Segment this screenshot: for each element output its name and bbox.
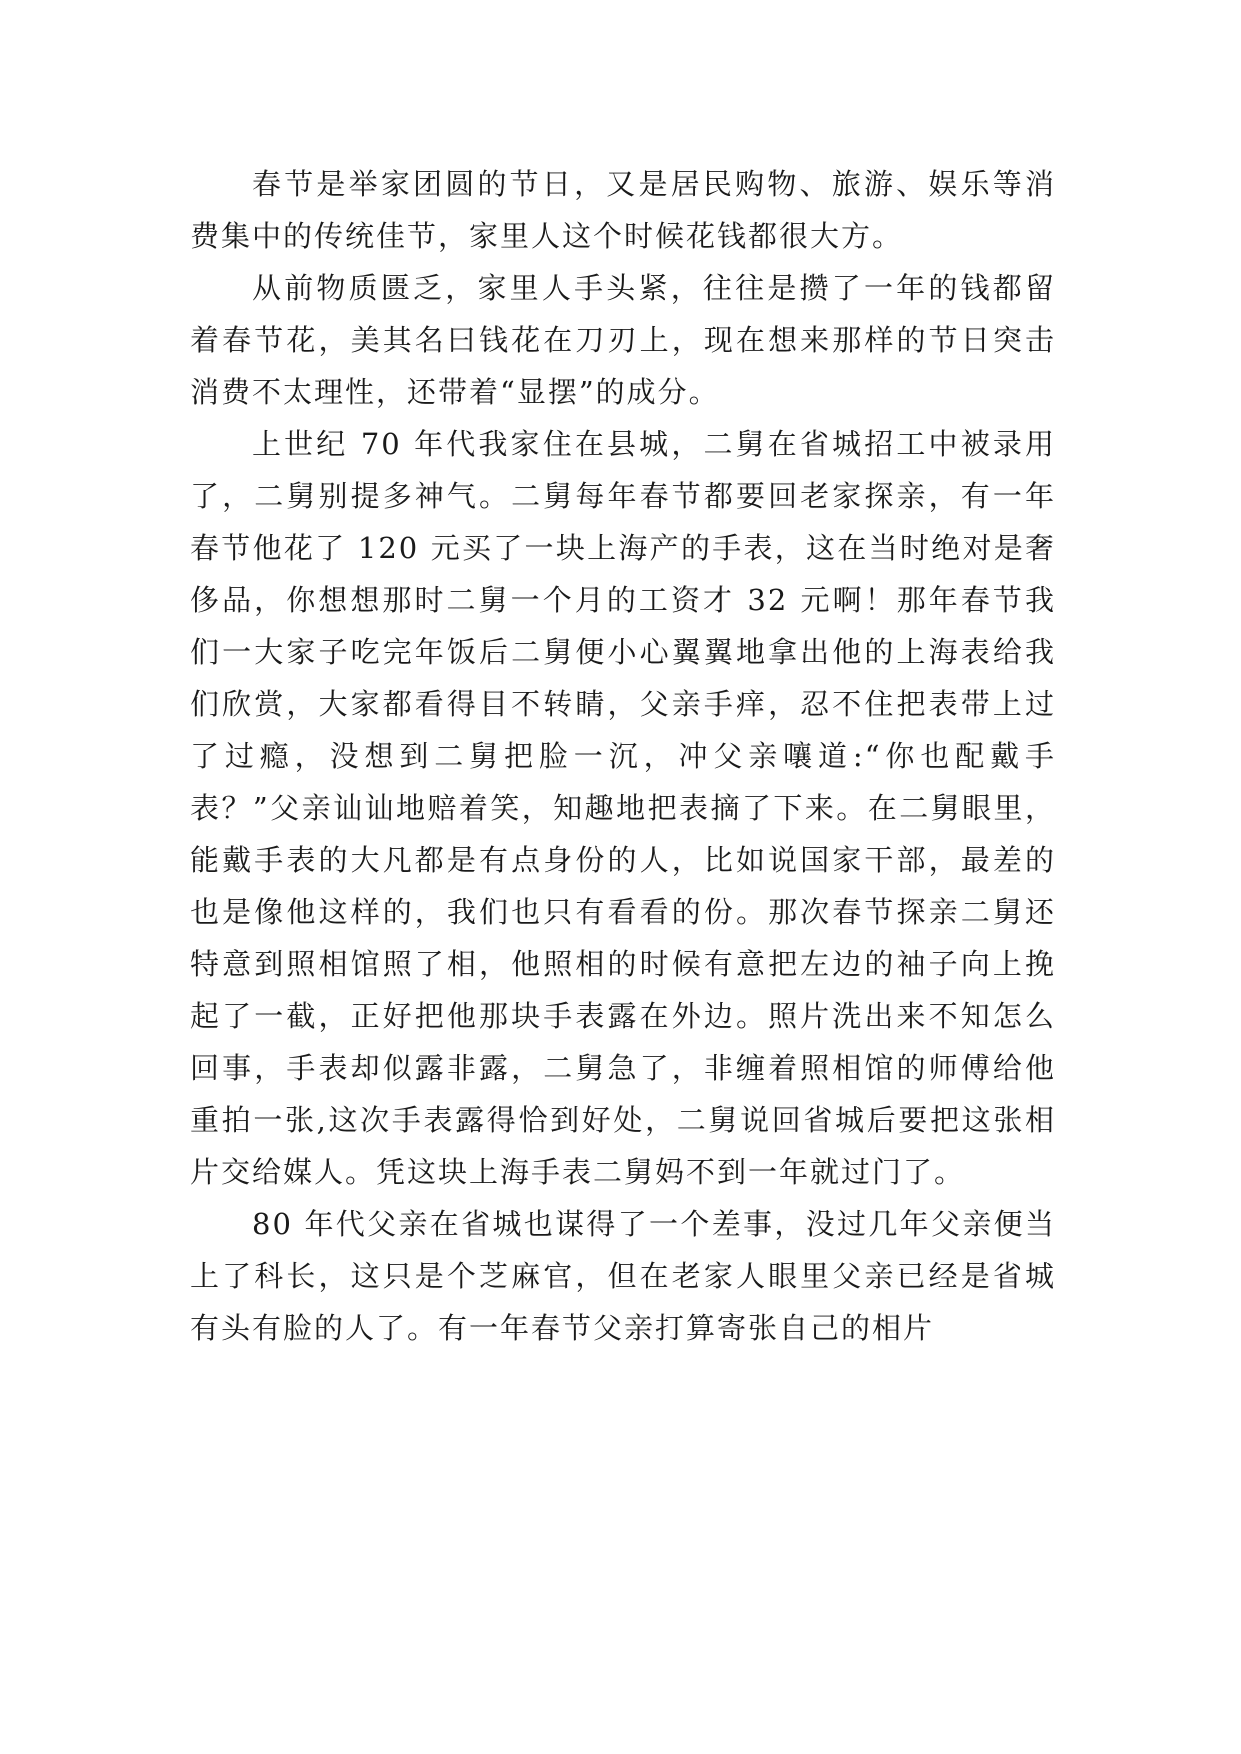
paragraph-1: 春节是举家团圆的节日，又是居民购物、旅游、娱乐等消费集中的传统佳节，家里人这个时候花钱都很大方。 bbox=[190, 167, 1056, 253]
paragraph-4: 80 年代父亲在省城也谋得了一个差事，没过几年父亲便当上了科长，这只是个芝麻官，但在老家人眼里父亲已经是省城有头有脸的人了。有一年春节父亲打算寄张自己的相片 bbox=[190, 1207, 1056, 1345]
paragraph-3: 上世纪 70 年代我家住在县城，二舅在省城招工中被录用了，二舅别提多神气。二舅每年春节都要回老家探亲，有一年春节他花了 120 元买了一块上海产的手表，这在当时绝对是奢侈品，你想想那时二舅一个月的工资才 32 元啊！那年春节我们一大家子吃完年饭后二舅便小心翼翼地拿出他的上海表给我们欣赏，大家都看得目不转睛，父亲手痒，忍不住把表带上过了过瘾，没想到二舅把脸一沉，冲父亲嚷道:“你也配戴手表？”父亲讪讪地赔着笑，知趣地把表摘了下来。在二舅眼里，能戴手表的大凡都是有点身份的人，比如说国家干部，最差的也是像他这样的，我们也只有看看的份。那次春节探亲二舅还特意到照相馆照了相，他照相的时候有意把左边的袖子向上挽起了一截，正好把他那块手表露在外边。照片洗出来不知怎么回事，手表却似露非露，二舅急了，非缠着照相馆的师傅给他重拍一张,这次手表露得恰到好处，二舅说回省城后要把这张相片交给媒人。凭这块上海手表二舅妈不到一年就过门了。 bbox=[190, 427, 1056, 1189]
document-body bbox=[190, 158, 1056, 1354]
paragraph-2: 从前物质匮乏，家里人手头紧，往往是攒了一年的钱都留着春节花，美其名曰钱花在刀刃上，现在想来那样的节日突击消费不太理性，还带着“显摆”的成分。 bbox=[190, 271, 1056, 409]
